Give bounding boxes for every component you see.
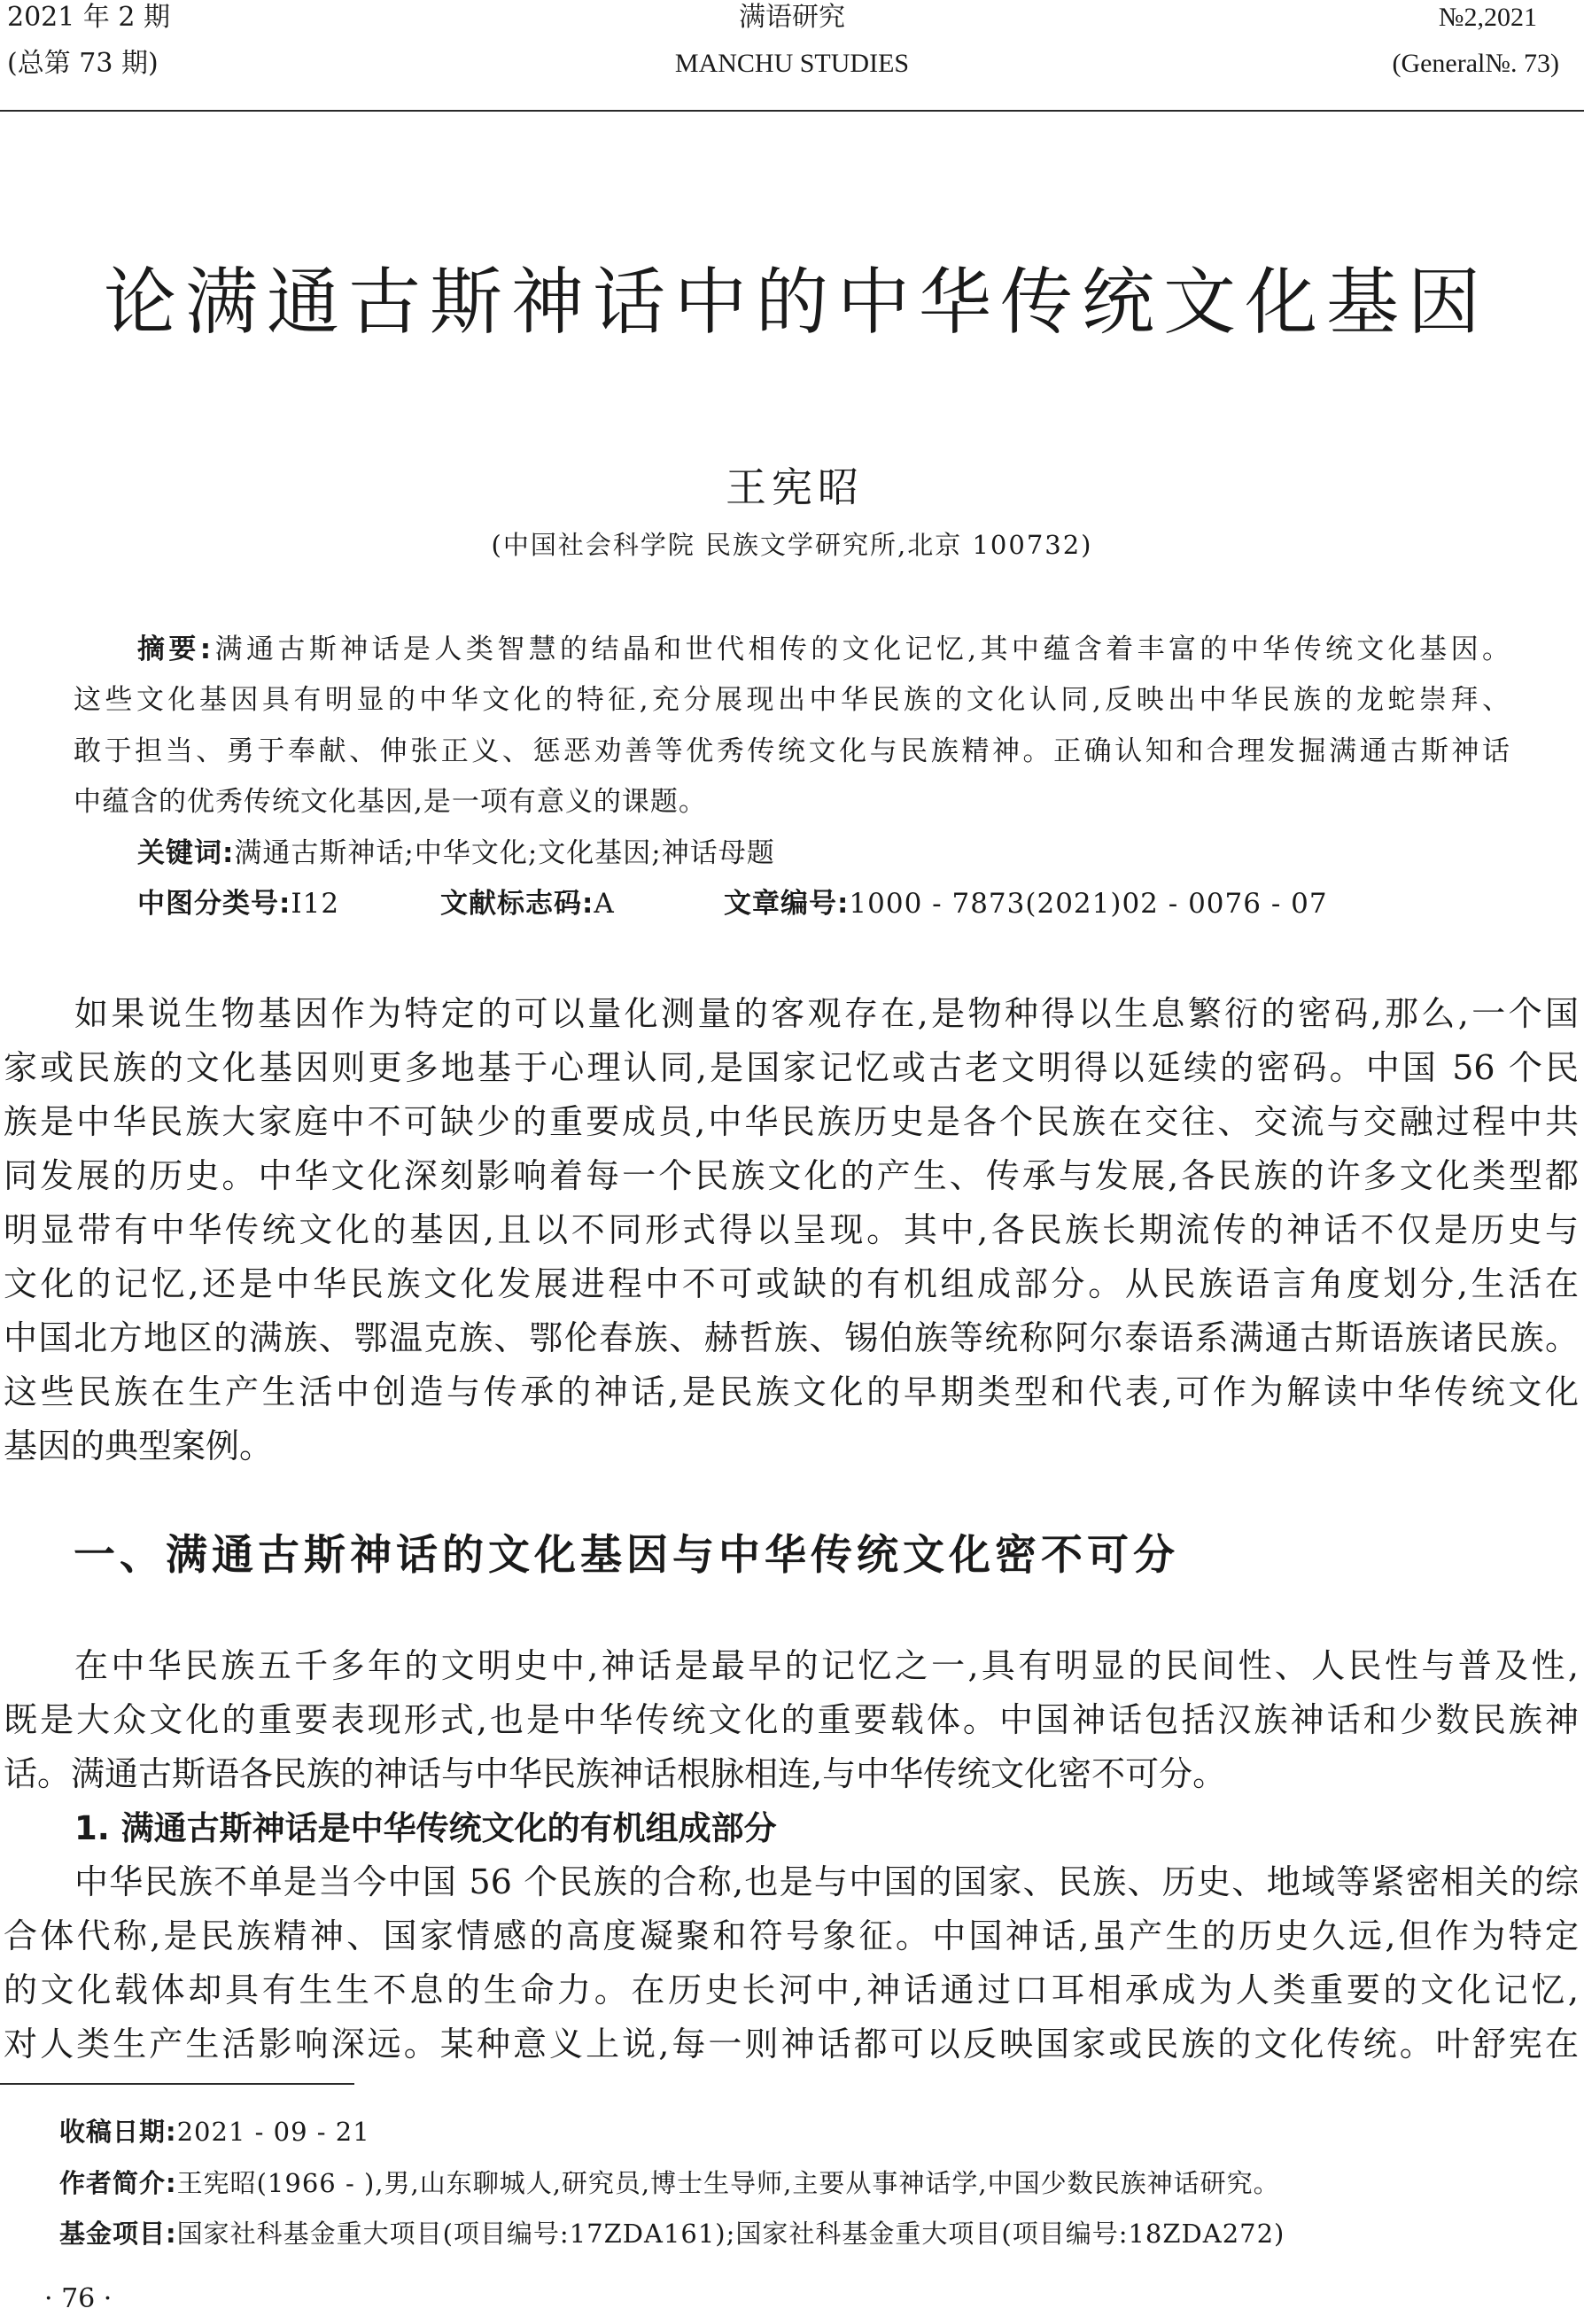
body-line: 家或民族的文化基因则更多地基于心理认同,是国家记忆或古老文明得以延续的密码。中国 56 个民 [4, 1048, 1579, 1087]
body-line: 对人类生产生活影响深远。某种意义上说,每一则神话都可以反映国家或民族的文化传统。叶舒宪在 [4, 2025, 1579, 2064]
body-line: 的文化载体却具有生生不息的生命力。在历史长河中,神话通过口耳相承成为人类重要的文化记忆, [4, 1970, 1579, 2009]
header-journal-en: MANCHU STUDIES [674, 49, 910, 78]
footnote-author-bio [59, 2158, 1565, 2210]
footnote-funding [59, 2209, 1565, 2260]
header-issue-total-en: (General№. 73) [1392, 49, 1559, 78]
intro-paragraph [4, 987, 1579, 1473]
received-label: 收稿日期: [59, 2117, 177, 2147]
funding-value: 国家社科基金重大项目(项目编号:17ZDA161);国家社科基金重大项目(项目编号:18ZDA272) [176, 2219, 1285, 2249]
body-line: 在中华民族五千多年的文明史中,神话是最早的记忆之一,具有明显的民间性、人民性与普及性, [74, 1646, 1579, 1685]
header-issue-cn: 2021 年 2 期 [7, 2, 171, 33]
abstract-line: 这些文化基因具有明显的中华文化的特征,充分展现出中华民族的文化认同,反映出中华民族的龙蛇崇拜、 [74, 684, 1510, 717]
body-line: 合体代称,是民族精神、国家情感的高度凝聚和符号象征。中国神话,虽产生的历史久远,但作为特定 [4, 1916, 1579, 1955]
article-affiliation: (中国社会科学院 民族文学研究所,北京 100732) [491, 530, 1093, 560]
body-line: 这些民族在生产生活中创造与传承的神话,是民族文化的早期类型和代表,可作为解读中华传统文化 [4, 1372, 1579, 1411]
author-bio-label: 作者简介: [59, 2167, 177, 2198]
header-issue-total-cn: (总第 73 期) [7, 48, 159, 79]
clc-value: I12 [291, 887, 340, 920]
article-no-item [724, 879, 1328, 929]
abstract-text: 满通古斯神话是人类智慧的结晶和世代相传的文化记忆,其中蕴含着丰富的中华传统文化基因。 [212, 633, 1510, 665]
header-rule [0, 110, 1584, 112]
header-issue-en: №2,2021 [1438, 3, 1537, 32]
article-title: 论满通古斯神话中的中华传统文化基因 [103, 260, 1489, 345]
doc-code-label: 文献标志码: [440, 887, 594, 920]
abstract-label: 摘要: [137, 633, 213, 665]
body-line: 文化的记忆,还是中华民族文化发展进程中不可或缺的有机组成部分。从民族语言角度划分,生活在 [4, 1264, 1579, 1303]
doc-code-value: A [594, 887, 615, 920]
article-no-value: 1000 - 7873(2021)02 - 0076 - 07 [849, 887, 1328, 920]
author-bio-value: 王宪昭(1966 - ),男,山东聊城人,研究员,博士生导师,主要从事神话学,中国少数民族神话研究。 [176, 2167, 1280, 2198]
body-line: 如果说生物基因作为特定的可以量化测量的客观存在,是物种得以生息繁衍的密码,那么,一个国 [74, 994, 1579, 1033]
keywords-label: 关键词: [137, 836, 235, 869]
footnote-rule [0, 2083, 354, 2085]
keywords-line [74, 828, 1510, 879]
section-heading: 一、满通古斯神话的文化基因与中华传统文化密不可分 [74, 1531, 1179, 1580]
abstract-block [74, 625, 1510, 929]
footnote-received [59, 2107, 1565, 2158]
body-line: 明显带有中华传统文化的基因,且以不同形式得以呈现。其中,各民族长期流传的神话不仅是历史与 [4, 1210, 1579, 1249]
footnotes [59, 2107, 1565, 2260]
body-line: 族是中华民族大家庭中不可缺少的重要成员,中华民族历史是各个民族在交往、交流与交融过程中共 [4, 1102, 1579, 1141]
body-line: 中国北方地区的满族、鄂温克族、鄂伦春族、赫哲族、锡伯族等统称阿尔泰语系满通古斯语族诸民族。 [4, 1318, 1579, 1357]
keywords-text: 满通古斯神话;中华文化;文化基因;神话母题 [234, 836, 775, 869]
doc-code-item [440, 879, 615, 929]
body-line: 中华民族不单是当今中国 56 个民族的合称,也是与中国的国家、民族、历史、地域等紧密相关的综 [74, 1862, 1579, 1901]
received-value: 2021 - 09 - 21 [176, 2117, 370, 2147]
abstract-line: 敢于担当、勇于奉献、伸张正义、惩恶劝善等优秀传统文化与民族精神。正确认知和合理发掘满通古斯神话 [74, 735, 1510, 767]
body-line: 既是大众文化的重要表现形式,也是中华传统文化的重要载体。中国神话包括汉族神话和少数民族神 [4, 1700, 1579, 1739]
section-1-text [4, 1639, 1579, 2071]
abstract-line: 中蕴含的优秀传统文化基因,是一项有意义的课题。 [74, 786, 707, 819]
header-journal-cn: 满语研究 [739, 2, 845, 33]
body-line: 基因的典型案例。 [4, 1426, 274, 1465]
subsection-heading: 1. 满通古斯神话是中华传统文化的有机组成部分 [74, 1809, 777, 1847]
body-line: 同发展的历史。中华文化深刻影响着每一个民族文化的产生、传承与发展,各民族的许多文化类型都 [4, 1156, 1579, 1195]
article-no-label: 文章编号: [724, 887, 850, 920]
clc-label: 中图分类号: [137, 887, 291, 920]
classification-line [74, 879, 1510, 929]
page-number: · 76 · [44, 2283, 113, 2314]
body-line: 话。满通古斯语各民族的神话与中华民族神话根脉相连,与中华传统文化密不可分。 [4, 1754, 1227, 1793]
clc-item [137, 879, 339, 929]
article-author: 王宪昭 [726, 463, 864, 511]
abstract-line [74, 625, 1510, 675]
funding-label: 基金项目: [59, 2219, 177, 2249]
